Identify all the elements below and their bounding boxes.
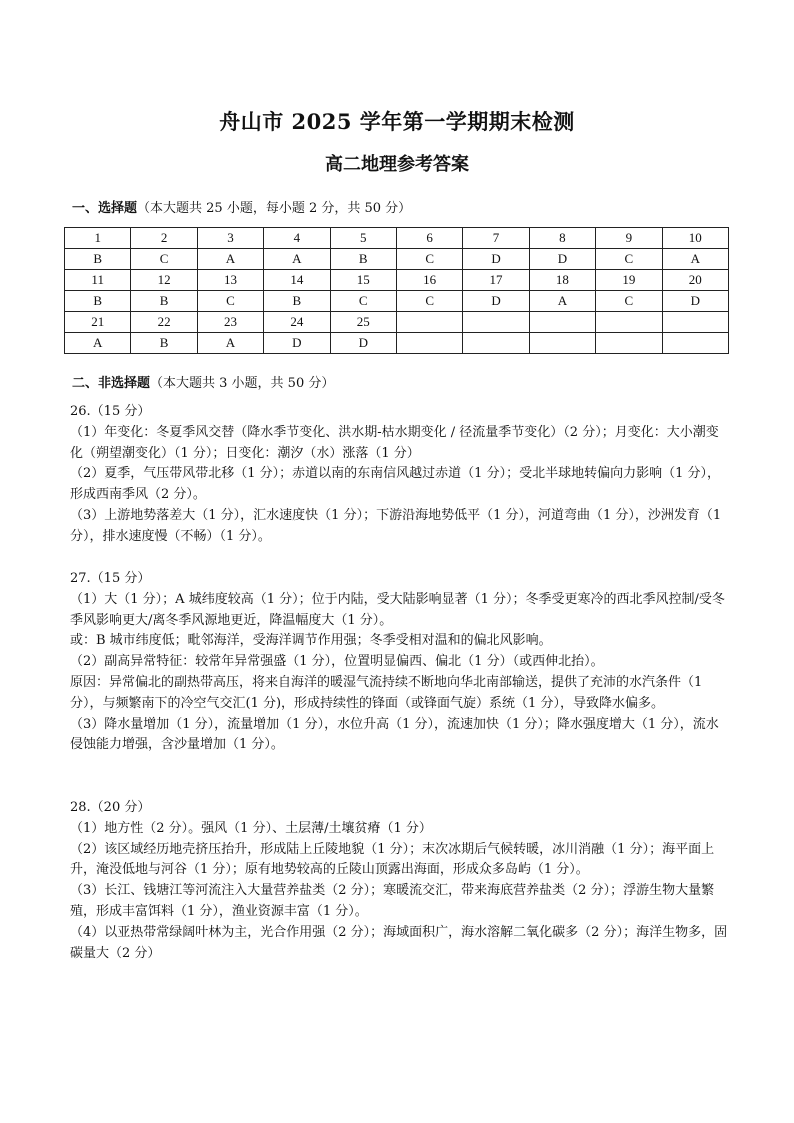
table-cell: B [330,249,396,270]
question-27-heading: 27.（15 分） [70,571,151,586]
table-cell: A [197,333,263,354]
table-cell [463,312,529,333]
table-cell: D [330,333,396,354]
table-cell: B [131,291,197,312]
table-cell: 25 [330,312,396,333]
table-cell: D [463,291,529,312]
table-cell: 22 [131,312,197,333]
table-cell: 23 [197,312,263,333]
question-28-heading: 28.（20 分） [70,800,151,815]
answer-line: （1）大（1 分）；A 城纬度较高（1 分）；位于内陆，受大陆影响显著（1 分）；冬季受更寒冷的西北季风控制/受冬季风影响更大/离冬季风源地更近，降温幅度大（1 分）。 [70,591,725,628]
answer-line: 原因：异常偏北的副热带高压，将来自海洋的暖湿气流持续不断地向华北南部输送，提供了充沛的水汽条件（1 分），与频繁南下的冷空气交汇(1 分)，形成持续性的锋面（或锋面气旋）系统（1 分），导致降水偏多。 [70,674,703,711]
table-cell: 1 [65,228,131,249]
section-1-label: 一、选择题 [72,201,138,216]
table-cell: 21 [65,312,131,333]
section-2-note: （本大题共 3 小题，共 50 分） [150,376,335,391]
table-row [65,291,729,312]
table-cell: 15 [330,270,396,291]
table-row [65,270,729,291]
question-26-heading: 26.（15 分） [70,404,151,419]
table-cell: C [330,291,396,312]
table-cell: D [662,291,728,312]
table-cell: 8 [529,228,595,249]
answer-line: （4）以亚热带常绿阔叶林为主，光合作用强（2 分）；海域面积广，海水溶解二氧化碳多（2 分）；海洋生物多，固碳量大（2 分） [70,924,728,961]
table-cell: A [197,249,263,270]
question-28 [70,798,730,964]
document-title: 舟山市 2025 学年第一学期期末检测 [219,109,575,134]
table-cell: C [396,291,462,312]
table-cell: 2 [131,228,197,249]
table-cell: B [264,291,330,312]
answer-line: （3）长江、钱塘江等河流注入大量营养盐类（2 分）；寒暖流交汇，带来海底营养盐类（2 分）；浮游生物大量繁殖，形成丰富饵料（1 分），渔业资源丰富（1 分）。 [70,883,715,919]
answer-line: 或：B 城市纬度低；毗邻海洋，受海洋调节作用强；冬季受相对温和的偏北风影响。 [70,633,552,649]
table-cell: 16 [396,270,462,291]
table-cell: 11 [65,270,131,291]
table-cell [662,333,728,354]
table-cell [396,333,462,354]
table-cell: C [131,249,197,270]
table-cell: D [529,249,595,270]
table-cell: 6 [396,228,462,249]
answer-line: （2）该区域经历地壳挤压抬升，形成陆上丘陵地貌（1 分）；末次冰期后气候转暖，冰川消融（1 分）；海平面上升，淹没低地与河谷（1 分）；原有地势较高的丘陵山顶露出海面，形成众多岛屿（1 分）。 [70,841,715,878]
table-cell: 4 [264,228,330,249]
table-cell: B [65,249,131,270]
table-cell: 3 [197,228,263,249]
table-cell: 5 [330,228,396,249]
table-cell: 20 [662,270,728,291]
table-cell: 18 [529,270,595,291]
table-cell: 7 [463,228,529,249]
table-cell: 17 [463,270,529,291]
table-cell: C [396,249,462,270]
table-cell [529,333,595,354]
answer-line: （2）夏季，气压带风带北移（1 分）；赤道以南的东南信风越过赤道（1 分）；受北半球地转偏向力影响（1 分），形成西南季风（2 分）。 [70,466,720,503]
table-cell [662,312,728,333]
table-cell: 19 [596,270,662,291]
table-row [65,249,729,270]
table-cell [529,312,595,333]
answer-line: （2）副高异常特征：较常年异常强盛（1 分），位置明显偏西、偏北（1 分）（或西伸北抬）。 [70,654,604,670]
answer-line: （1）年变化：冬夏季风交替（降水季节变化、洪水期-枯水期变化 / 径流量季节变化）（2 分）；月变化：大小潮变化（朔望潮变化）（1 分）；日变化：潮汐（水）涨落（1 分） [70,424,719,461]
answer-line: （1）地方性（2 分）。强风（1 分）、土层薄/土壤贫瘠（1 分） [70,820,432,836]
table-cell: 9 [596,228,662,249]
table-cell [463,333,529,354]
table-cell: 10 [662,228,728,249]
document-subtitle: 高二地理参考答案 [325,154,469,175]
table-cell [596,312,662,333]
section-1-note: （本大题共 25 小题，每小题 2 分，共 50 分） [137,201,412,216]
table-cell: C [197,291,263,312]
table-cell: A [65,333,131,354]
table-cell: 14 [264,270,330,291]
section-2-label: 二、非选择题 [72,376,151,391]
section-1-heading [72,197,411,216]
table-row [65,333,729,354]
table-cell: C [596,249,662,270]
section-2-heading [72,372,334,391]
table-cell: C [596,291,662,312]
table-cell: A [264,249,330,270]
table-row [65,228,729,249]
answer-line: （3）上游地势落差大（1 分），汇水速度快（1 分）；下游沿海地势低平（1 分），河道弯曲（1 分），沙洲发育（1 分），排水速度慢（不畅）（1 分）。 [70,507,722,544]
table-cell: A [662,249,728,270]
table-cell [596,333,662,354]
answer-line: （3）降水量增加（1 分），流量增加（1 分），水位升高（1 分），流速加快（1 分）；降水强度增大（1 分），流水侵蚀能力增强，含沙量增加（1 分）。 [70,716,719,753]
table-cell: A [529,291,595,312]
table-cell: D [463,249,529,270]
table-cell [396,312,462,333]
table-row [65,312,729,333]
table-cell: D [264,333,330,354]
table-cell: 12 [131,270,197,291]
answer-table [64,227,729,354]
question-26 [70,402,730,548]
question-27 [70,569,730,756]
table-cell: B [65,291,131,312]
table-cell: 13 [197,270,263,291]
table-cell: 24 [264,312,330,333]
table-cell: B [131,333,197,354]
